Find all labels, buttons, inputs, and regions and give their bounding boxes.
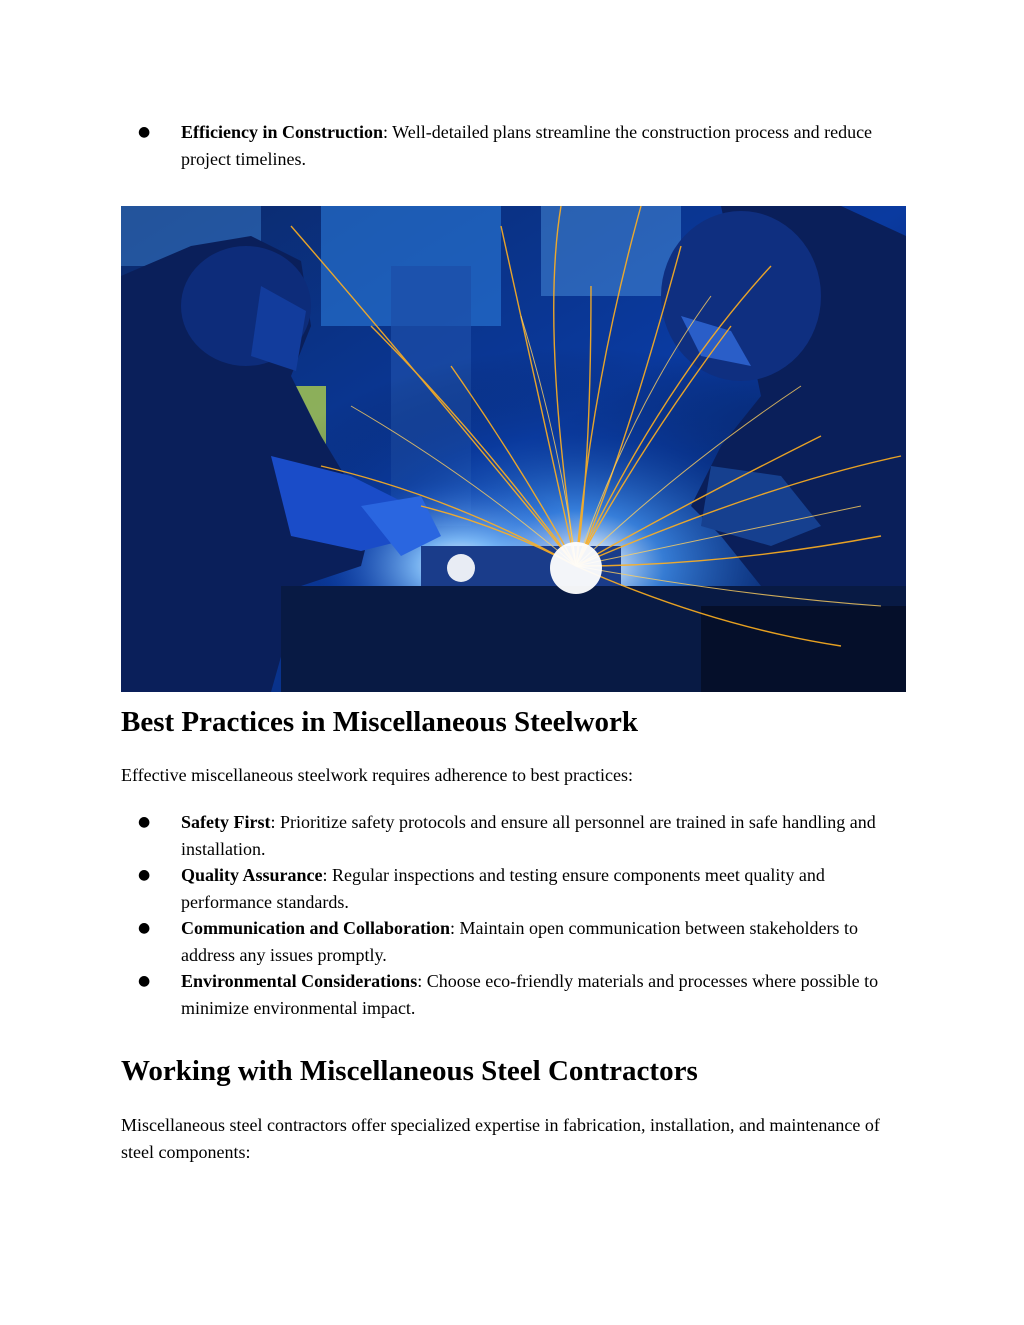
list-item-term: Communication and Collaboration bbox=[181, 918, 451, 938]
list-item-text: : Maintain open communication between stakeholders to address any issues promptly. bbox=[181, 918, 858, 965]
bullet-dot-icon: ● bbox=[138, 124, 151, 140]
list-item-communication bbox=[121, 915, 906, 968]
contractors-intro: Miscellaneous steel contractors offer specialized expertise in fabrication, installation, and maintenance of steel components: bbox=[121, 1115, 880, 1162]
best-practices-intro: Effective miscellaneous steelwork requires adherence to best practices: bbox=[121, 765, 633, 785]
list-item-text: : Prioritize safety protocols and ensure all personnel are trained in safe handling and installation. bbox=[181, 812, 876, 859]
list-item-safety-first bbox=[121, 809, 906, 862]
bullet-dot-icon: ● bbox=[138, 867, 151, 883]
best-practices-list bbox=[121, 809, 906, 1021]
top-bullet-list bbox=[121, 119, 906, 172]
list-item-environmental bbox=[121, 968, 906, 1021]
bullet-dot-icon: ● bbox=[138, 973, 151, 989]
welding-photo-illustration bbox=[121, 206, 906, 692]
list-item-term: Efficiency in Construction bbox=[181, 122, 383, 142]
list-item-efficiency bbox=[121, 119, 906, 172]
list-item-term: Environmental Considerations bbox=[181, 971, 418, 991]
list-item-text: : Well-detailed plans streamline the construction process and reduce project timelines. bbox=[181, 122, 873, 169]
list-item-quality-assurance bbox=[121, 862, 906, 915]
list-item-text: : Choose eco-friendly materials and processes where possible to minimize environmental impact. bbox=[181, 971, 879, 1018]
list-item-term: Safety First bbox=[181, 812, 271, 832]
list-item-text: : Regular inspections and testing ensure components meet quality and performance standards. bbox=[181, 865, 825, 912]
bullet-dot-icon: ● bbox=[138, 814, 151, 830]
section-heading-contractors: Working with Miscellaneous Steel Contractors bbox=[121, 1055, 698, 1087]
welding-photo bbox=[121, 206, 906, 692]
section-heading-best-practices: Best Practices in Miscellaneous Steelwork bbox=[121, 706, 639, 738]
bullet-dot-icon: ● bbox=[138, 920, 151, 936]
list-item-term: Quality Assurance bbox=[181, 865, 323, 885]
